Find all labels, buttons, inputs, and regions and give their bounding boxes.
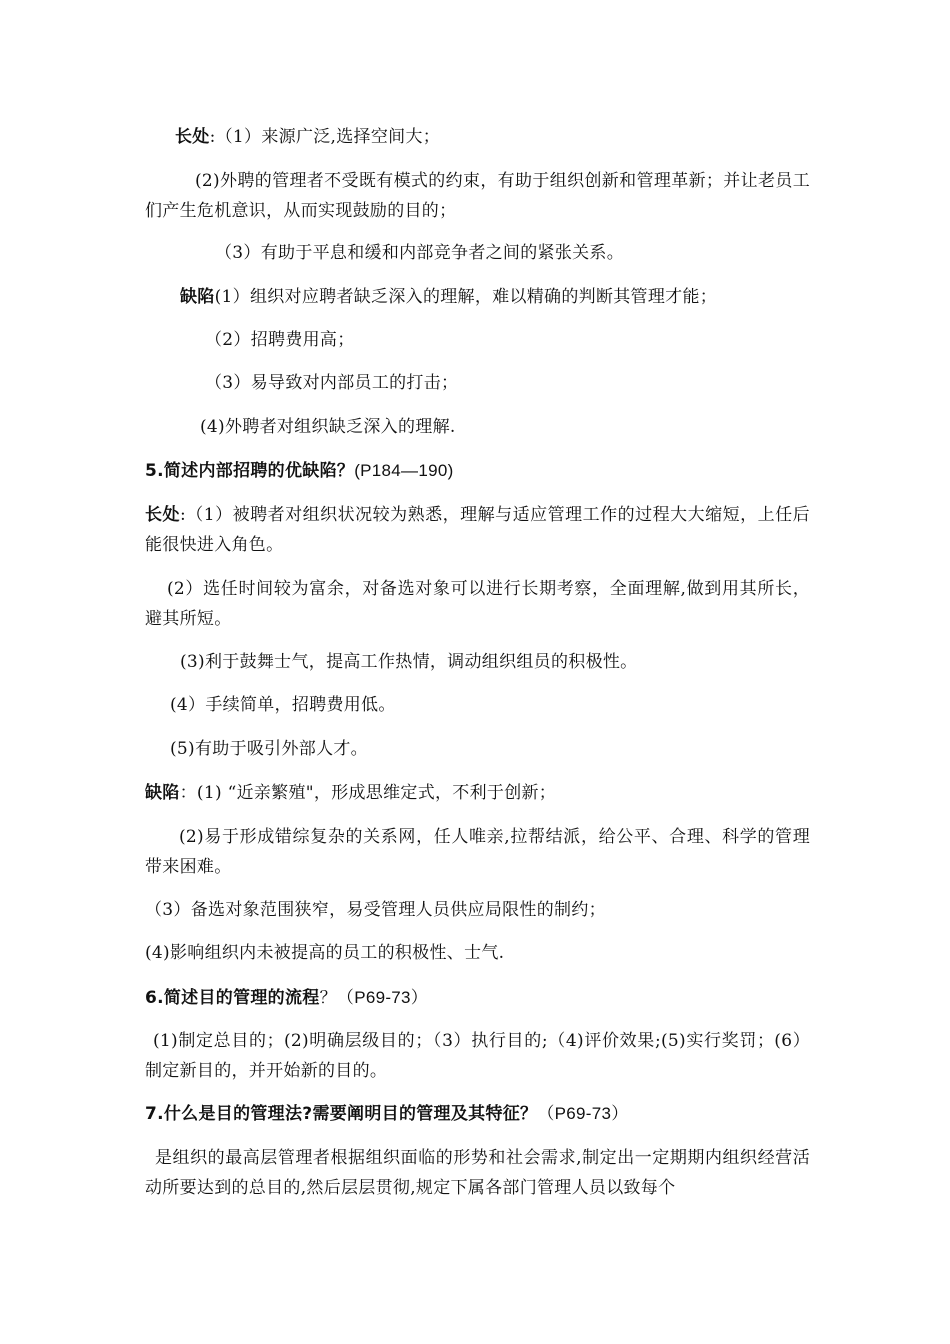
s5-heading-ref: (P184—190)	[354, 461, 454, 480]
s5-heading-text: 5.简述内部招聘的优缺陷？	[145, 461, 355, 481]
s6-body: (1)制定总目的；(2)明确层级目的；（3）执行目的;（4)评价效果;(5)实行奖罚；(6）制定新目的，并开始新的目的。	[145, 1031, 810, 1081]
s1-advantage-1	[175, 122, 840, 152]
s6-heading-text: 6.简述目的管理的流程	[145, 988, 320, 1008]
s5-advantage-3: (3)利于鼓舞士气，提高工作热情，调动组织组员的积极性。	[180, 652, 638, 672]
s5-disadvantage-4: (4)影响组织内未被提高的员工的积极性、士气.	[145, 943, 505, 963]
s6-heading-ref: ？（P69-73）	[319, 988, 429, 1007]
s1-adv-label: 长处	[175, 127, 210, 147]
s1-adv1-text: :（1）来源广泛,选择空间大；	[209, 127, 441, 147]
s7-heading-text: 7.什么是目的管理法?需要阐明目的管理及其特征？	[145, 1104, 538, 1124]
s5-dis-label: 缺陷	[145, 783, 180, 803]
s5-advantage-5: (5)有助于吸引外部人才。	[170, 739, 368, 759]
s5-heading	[145, 456, 810, 486]
s7-heading-ref: （P69-73）	[537, 1104, 629, 1123]
s1-disadvantage-2: （2）招聘费用高；	[205, 330, 355, 350]
s1-dis1-text: (1）组织对应聘者缺乏深入的理解，难以精确的判断其管理才能；	[214, 287, 718, 307]
s7-heading	[145, 1099, 810, 1129]
s5-dis1-text: ：(1) “近亲繁殖"，形成思维定式，不利于创新；	[179, 783, 557, 803]
s1-disadvantage-1	[180, 282, 845, 312]
s5-advantage-2: (2）选任时间较为富余，对备选对象可以进行长期考察，全面理解,做到用其所长，避其所短。	[145, 579, 810, 629]
s1-disadvantage-4: (4)外聘者对组织缺乏深入的理解.	[200, 417, 456, 437]
s7-body: 是组织的最高层管理者根据组织面临的形势和社会需求,制定出一定期期内组织经营活动所要达到的总目的,然后层层贯彻,规定下属各部门管理人员以致每个	[145, 1148, 810, 1198]
s1-advantage-3: （3）有助于平息和缓和内部竞争者之间的紧张关系。	[215, 243, 625, 263]
s1-advantage-2: (2)外聘的管理者不受既有模式的约束，有助于组织创新和管理革新；并让老员工们产生危机意识，从而实现鼓励的目的；	[145, 171, 810, 221]
s5-adv-label: 长处	[145, 505, 181, 525]
s1-dis-label: 缺陷	[180, 287, 215, 307]
s6-heading	[145, 983, 810, 1013]
s5-advantage-1	[145, 500, 810, 560]
s1-disadvantage-3: （3）易导致对内部员工的打击；	[205, 373, 459, 393]
s5-disadvantage-1	[145, 778, 810, 808]
s5-advantage-4: (4）手续简单，招聘费用低。	[170, 695, 396, 715]
s5-disadvantage-2: (2)易于形成错综复杂的关系网，任人唯亲,拉帮结派，给公平、合理、科学的管理带来困难。	[145, 827, 810, 877]
s5-disadvantage-3: （3）备选对象范围狭窄，易受管理人员供应局限性的制约；	[145, 900, 606, 920]
s5-adv1-text: :（1）被聘者对组织状况较为熟悉，理解与适应管理工作的过程大大缩短，上任后能很快进入角色。	[145, 505, 810, 555]
